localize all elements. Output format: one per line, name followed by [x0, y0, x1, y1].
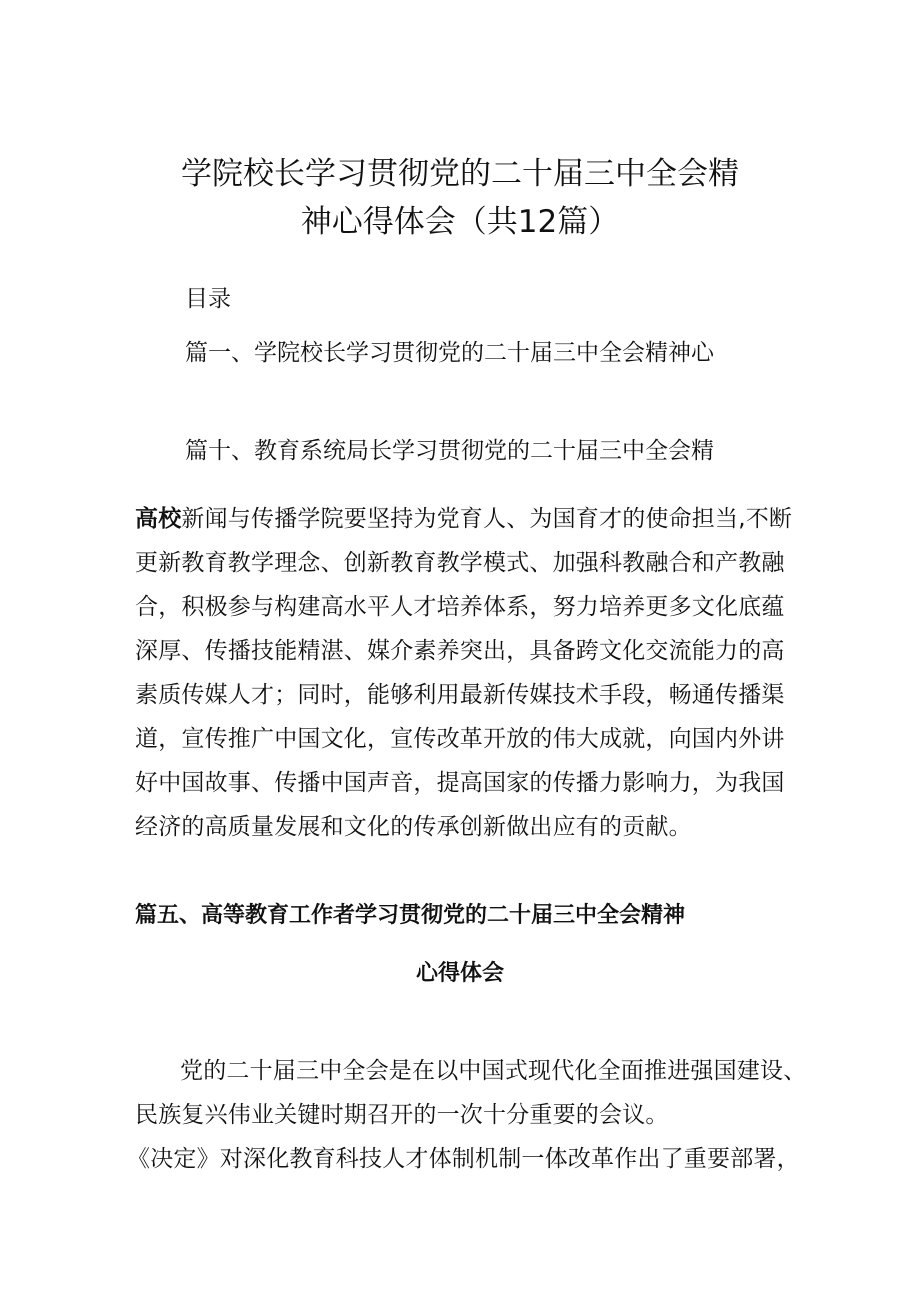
paragraph-1-line-5: 素质传媒人才；同时，能够利用最新传媒技术手段，畅通传播渠 [135, 682, 785, 708]
paragraph-2-line-1: 党的二十届三中全会是在以中国式现代化全面推进强国建设、 [180, 1058, 807, 1084]
section-5-title-line-2: 心得体会 [415, 961, 504, 986]
paragraph-1-line-3: 合，积极参与构建高水平人才培养体系，努力培养更多文化底蕴 [135, 594, 785, 620]
toc-item-2[interactable]: 篇十、教育系统局长学习贯彻党的二十届三中全会精 [185, 438, 714, 464]
document-title-line-2: 神心得体会（共12篇） [300, 204, 620, 240]
paragraph-2-line-2: 民族复兴伟业关键时期召开的一次十分重要的会议。 [135, 1102, 669, 1128]
toc-heading: 目录 [185, 286, 231, 312]
paragraph-1-line-1 [135, 500, 792, 533]
paragraph-2-line-3: 《决定》对深化教育科技人才体制机制一体改革作出了重要部署， [127, 1146, 800, 1172]
paragraph-1-line-6: 道，宣传推广中国文化，宣传改革开放的伟大成就，向国内外讲 [135, 726, 785, 752]
paragraph-1-line-4: 深厚、传播技能精湛、媒介素养突出，具备跨文化交流能力的高 [135, 638, 785, 664]
paragraph-1-lead: 高校 [135, 506, 182, 532]
toc-item-1[interactable]: 篇一、学院校长学习贯彻党的二十届三中全会精神心 [185, 340, 714, 366]
paragraph-1-line-7: 好中国故事、传播中国声音，提高国家的传播力影响力，为我国 [135, 770, 785, 796]
section-5-title-line-1: 篇五、高等教育工作者学习贯彻党的二十届三中全会精神 [135, 903, 686, 928]
paragraph-1-line-2: 更新教育教学理念、创新教育教学模式、加强科教融合和产教融 [135, 550, 785, 576]
paragraph-1-line-1-text: 新闻与传播学院要坚持为党育人、为国育才的使命担当,不断 [181, 506, 793, 532]
paragraph-1-line-8: 经济的高质量发展和文化的传承创新做出应有的贡献。 [135, 814, 692, 840]
document-title-line-1: 学院校长学习贯彻党的二十届三中全会精 [181, 156, 739, 192]
